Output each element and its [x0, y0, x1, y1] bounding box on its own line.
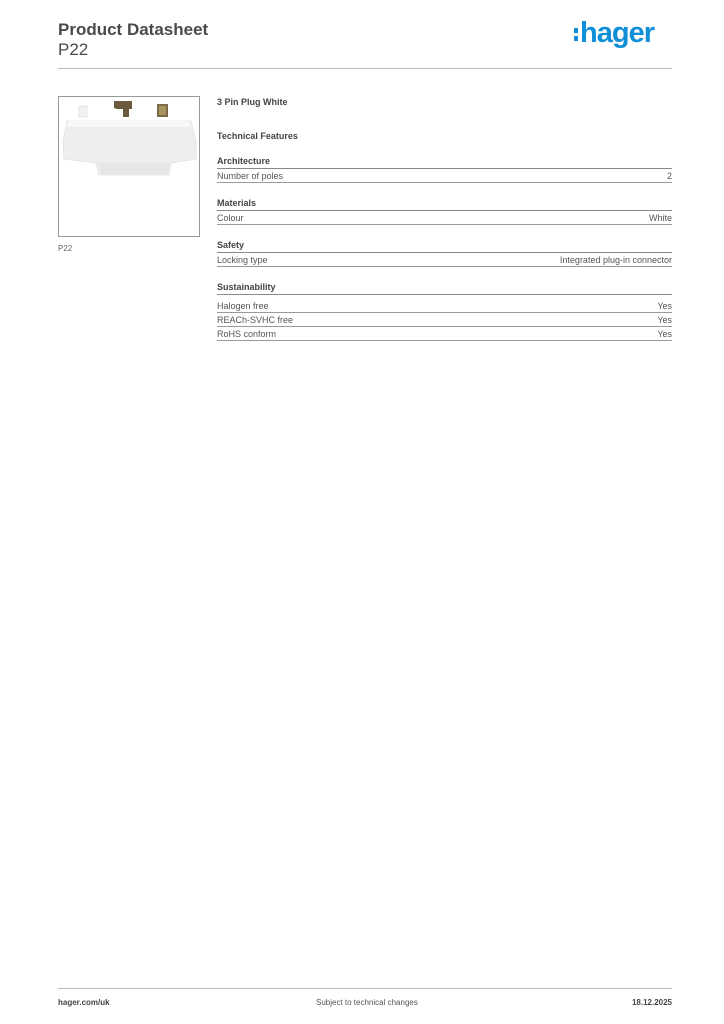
- footer-notice: Subject to technical changes: [316, 998, 418, 1007]
- product-code: P22: [58, 40, 89, 59]
- feature-label: RoHS conform: [217, 329, 277, 339]
- page-header: [58, 17, 672, 70]
- feature-row: [217, 313, 672, 327]
- logo-mark-icon: [574, 28, 578, 41]
- section-architecture: [217, 155, 672, 183]
- section-title: Architecture: [217, 155, 672, 169]
- features-heading: Technical Features: [217, 131, 298, 141]
- section-title: Sustainability: [217, 281, 672, 295]
- section-title: Safety: [217, 239, 672, 253]
- section-sustainability: [217, 281, 672, 341]
- section-materials: [217, 197, 672, 225]
- page-title: Product Datasheet: [58, 20, 209, 39]
- product-details: [217, 96, 672, 341]
- feature-label: Halogen free: [217, 301, 269, 311]
- feature-row: [217, 169, 672, 183]
- section-safety: [217, 239, 672, 267]
- logo-wordmark: hager: [580, 17, 654, 49]
- product-image: [58, 96, 200, 237]
- hager-logo: [574, 18, 654, 48]
- feature-value: Integrated plug-in connector: [559, 255, 672, 265]
- feature-row: [217, 327, 672, 341]
- product-name: 3 Pin Plug White: [217, 97, 288, 107]
- feature-value: Yes: [657, 315, 672, 325]
- feature-row: [217, 253, 672, 267]
- feature-label: Locking type: [217, 255, 268, 265]
- feature-value: White: [648, 213, 672, 223]
- image-caption: P22: [58, 244, 73, 253]
- feature-label: Number of poles: [217, 171, 284, 181]
- feature-label: Colour: [217, 213, 244, 223]
- footer-divider: [58, 988, 672, 989]
- plug-product-image: [59, 97, 199, 236]
- feature-row: [217, 211, 672, 225]
- feature-value: Yes: [657, 329, 672, 339]
- feature-row: [217, 299, 672, 313]
- header-divider: [58, 68, 672, 69]
- footer-site-link[interactable]: hager.com/uk: [58, 998, 110, 1007]
- section-title: Materials: [217, 197, 672, 211]
- feature-value: Yes: [657, 301, 672, 311]
- feature-value: 2: [666, 171, 672, 181]
- feature-label: REACh-SVHC free: [217, 315, 294, 325]
- footer-date: 18.12.2025: [631, 998, 672, 1007]
